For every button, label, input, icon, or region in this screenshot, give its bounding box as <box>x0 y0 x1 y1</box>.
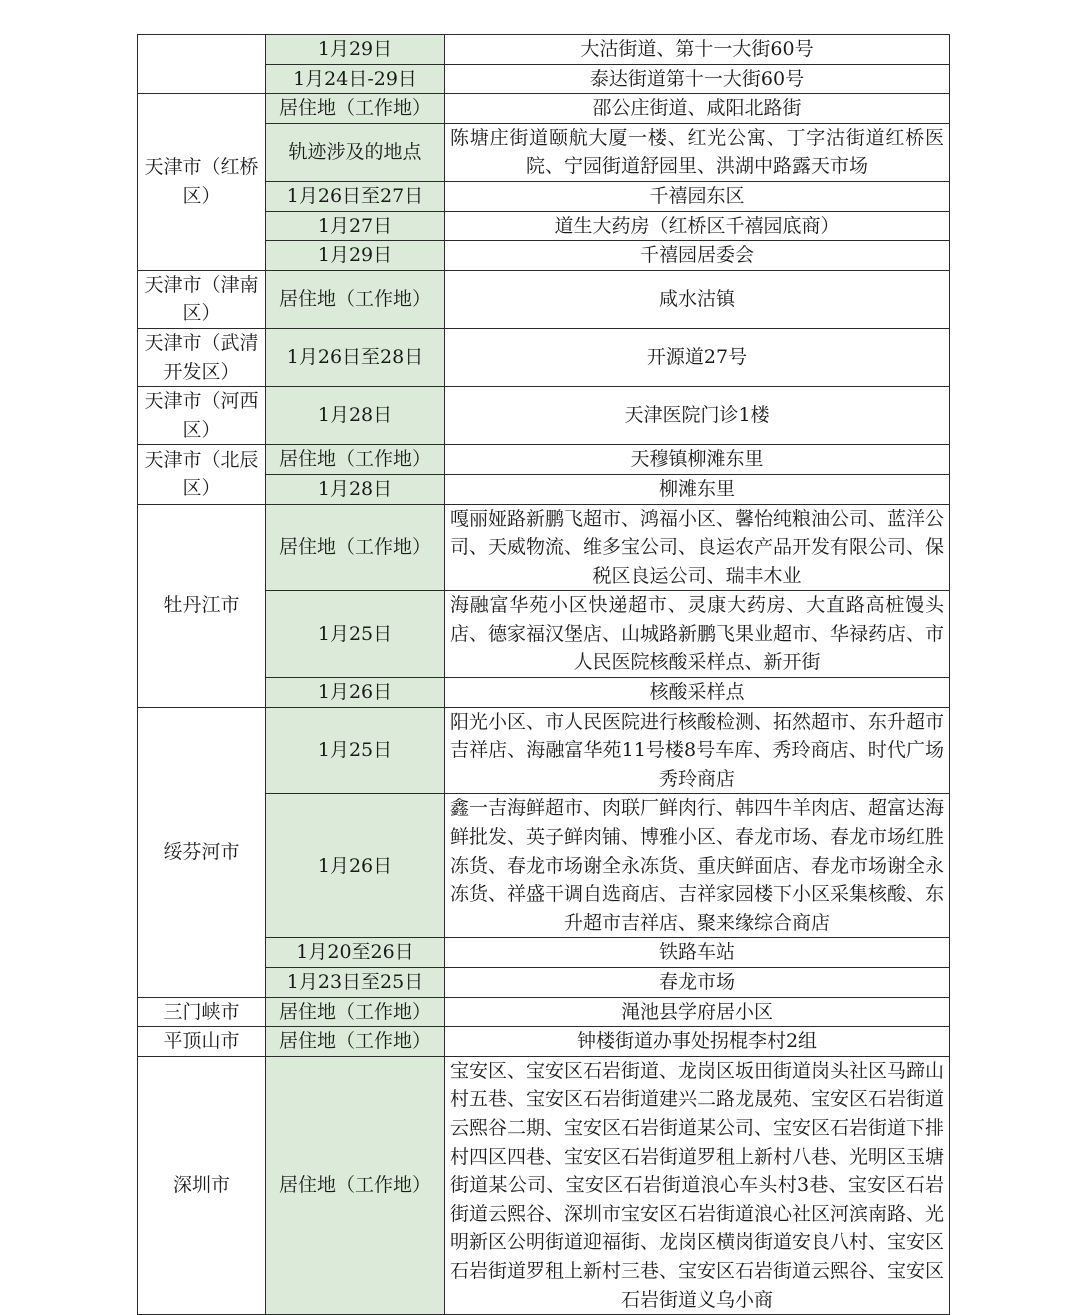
table-row <box>138 1027 950 1057</box>
place-cell: 海融富华苑小区快递超市、灵康大药房、大直路高桩馒头店、德家福汉堡店、山城路新鹏飞果业超市、华禄药店、市人民医院核酸采样点、新开街 <box>445 591 950 678</box>
place-cell: 咸水沽镇 <box>445 270 950 328</box>
trajectory-table <box>137 34 950 1315</box>
table-row <box>138 94 950 124</box>
time-cell: 1月29日 <box>266 35 445 65</box>
table-row <box>138 445 950 475</box>
city-cell: 天津市（武清开发区） <box>138 328 266 386</box>
place-cell: 大沽街道、第十一大街60号 <box>445 35 950 65</box>
table-row <box>138 1056 950 1314</box>
place-cell: 渑池县学府居小区 <box>445 997 950 1027</box>
place-cell: 阳光小区、市人民医院进行核酸检测、拓然超市、东升超市吉祥店、海融富华苑11号楼8号车库、秀玲商店、时代广场秀玲商店 <box>445 707 950 794</box>
place-cell: 嘎丽娅路新鹏飞超市、鸿福小区、馨怡纯粮油公司、蓝洋公司、天威物流、维多宝公司、良运农产品开发有限公司、保税区良运公司、瑞丰木业 <box>445 504 950 591</box>
time-cell: 1月26日 <box>266 678 445 708</box>
time-cell: 居住地（工作地） <box>266 1056 445 1314</box>
place-cell: 钟楼街道办事处拐棍李村2组 <box>445 1027 950 1057</box>
place-cell: 千禧园居委会 <box>445 241 950 271</box>
time-cell: 居住地（工作地） <box>266 94 445 124</box>
city-cell: 天津市（红桥区） <box>138 94 266 271</box>
table-row <box>138 997 950 1027</box>
place-cell: 开源道27号 <box>445 328 950 386</box>
time-cell: 居住地（工作地） <box>266 504 445 591</box>
city-cell: 深圳市 <box>138 1056 266 1314</box>
table-row <box>138 270 950 328</box>
table-row <box>138 387 950 445</box>
place-cell: 鑫一吉海鲜超市、肉联厂鲜肉行、韩四牛羊肉店、超富达海鲜批发、英子鲜肉铺、博雅小区、春龙市场、春龙市场红胜冻货、春龙市场谢全永冻货、重庆鲜面店、春龙市场谢全永冻货、祥盛干调自选商店、吉祥家园楼下小区采集核酸、东升超市吉祥店、聚来缘综合商店 <box>445 794 950 938</box>
time-cell: 1月28日 <box>266 474 445 504</box>
place-cell: 铁路车站 <box>445 938 950 968</box>
city-cell: 绥芬河市 <box>138 707 266 997</box>
city-cell: 牡丹江市 <box>138 504 266 707</box>
time-cell: 居住地（工作地） <box>266 997 445 1027</box>
time-cell: 1月20至26日 <box>266 938 445 968</box>
place-cell: 道生大药房（红桥区千禧园底商） <box>445 211 950 241</box>
city-cell: 天津市（津南区） <box>138 270 266 328</box>
time-cell: 1月27日 <box>266 211 445 241</box>
time-cell: 居住地（工作地） <box>266 445 445 475</box>
time-cell: 轨迹涉及的地点 <box>266 123 445 181</box>
place-cell: 千禧园东区 <box>445 181 950 211</box>
time-cell: 1月25日 <box>266 707 445 794</box>
table-row <box>138 707 950 794</box>
table-row <box>138 35 950 65</box>
time-cell: 1月26日至27日 <box>266 181 445 211</box>
place-cell: 天津医院门诊1楼 <box>445 387 950 445</box>
time-cell: 1月26日 <box>266 794 445 938</box>
place-cell: 柳滩东里 <box>445 474 950 504</box>
time-cell: 居住地（工作地） <box>266 270 445 328</box>
time-cell: 1月25日 <box>266 591 445 678</box>
time-cell: 居住地（工作地） <box>266 1027 445 1057</box>
table-row <box>138 328 950 386</box>
place-cell: 天穆镇柳滩东里 <box>445 445 950 475</box>
city-cell <box>138 35 266 94</box>
place-cell: 宝安区、宝安区石岩街道、龙岗区坂田街道岗头社区马蹄山村五巷、宝安区石岩街道建兴二路龙晟苑、宝安区石岩街道云熙谷二期、宝安区石岩街道某公司、宝安区石岩街道下排村四区四巷、宝安区石岩街道罗租上新村八巷、光明区玉塘街道某公司、宝安区石岩街道浪心车头村3巷、宝安区石岩街道云熙谷、深圳市宝安区石岩街道浪心社区河滨南路、光明新区公明街道迎福街、龙岗区横岗街道安良八村、宝安区石岩街道罗租上新村三巷、宝安区石岩街道云熙谷、宝安区石岩街道义乌小商 <box>445 1056 950 1314</box>
place-cell: 泰达街道第十一大街60号 <box>445 64 950 94</box>
place-cell: 春龙市场 <box>445 968 950 998</box>
city-cell: 天津市（河西区） <box>138 387 266 445</box>
time-cell: 1月24日-29日 <box>266 64 445 94</box>
table-row <box>138 504 950 591</box>
time-cell: 1月29日 <box>266 241 445 271</box>
time-cell: 1月28日 <box>266 387 445 445</box>
city-cell: 平顶山市 <box>138 1027 266 1057</box>
city-cell: 天津市（北辰区） <box>138 445 266 504</box>
place-cell: 陈塘庄街道颐航大厦一楼、红光公寓、丁字沽街道红桥医院、宁园街道舒园里、洪湖中路露天市场 <box>445 123 950 181</box>
city-cell: 三门峡市 <box>138 997 266 1027</box>
time-cell: 1月26日至28日 <box>266 328 445 386</box>
time-cell: 1月23日至25日 <box>266 968 445 998</box>
place-cell: 核酸采样点 <box>445 678 950 708</box>
place-cell: 邵公庄街道、咸阳北路街 <box>445 94 950 124</box>
